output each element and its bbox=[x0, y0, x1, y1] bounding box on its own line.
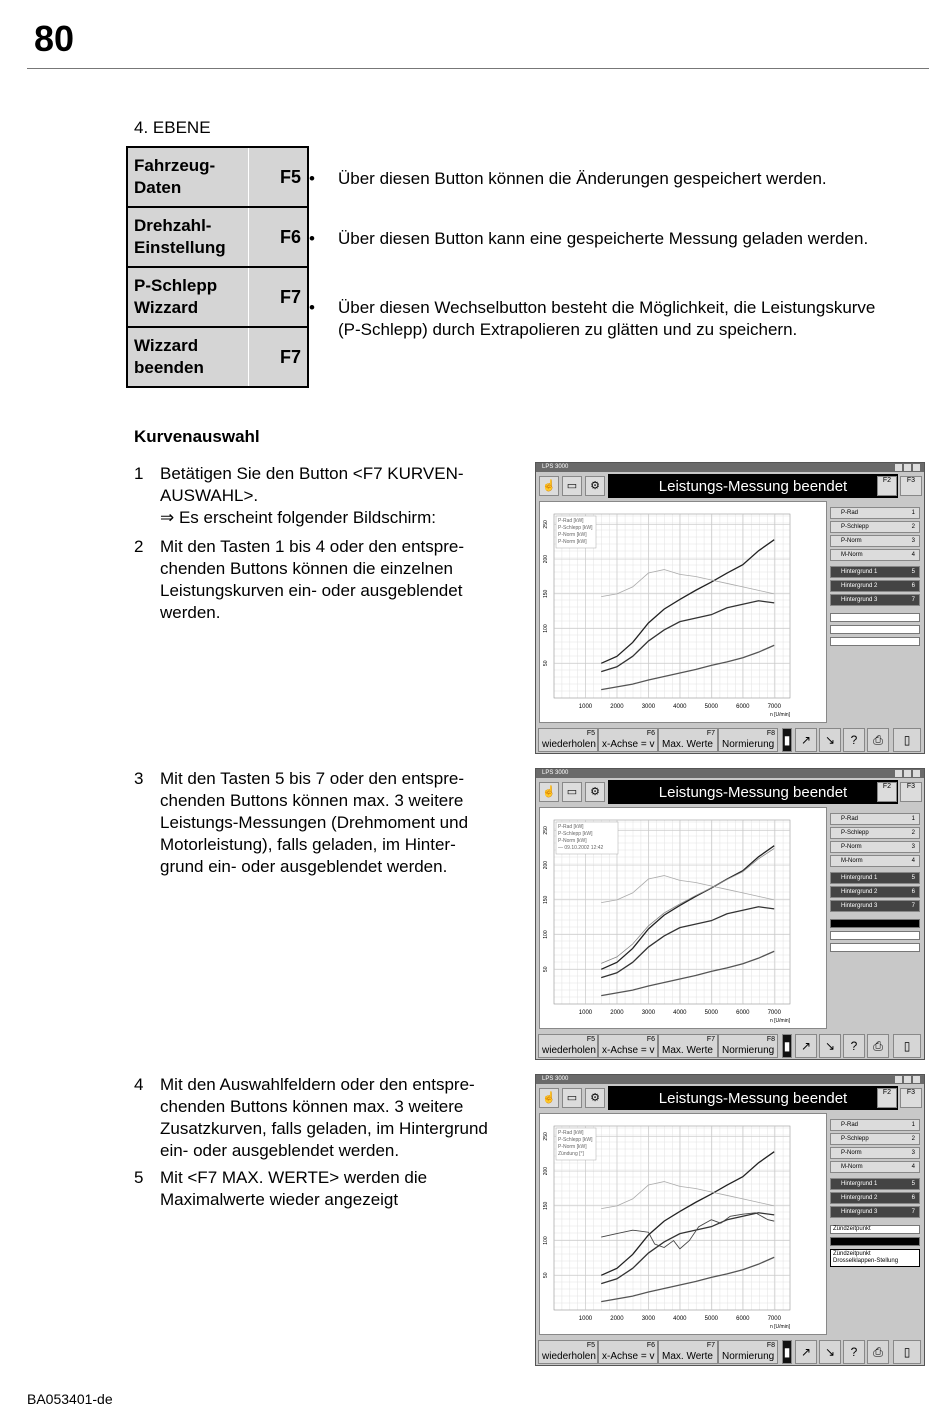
curve-toggle-label: P-Schlepp bbox=[841, 524, 869, 530]
curve-toggle-label: Hintergrund 3 bbox=[841, 903, 878, 909]
curve-toggle-button[interactable] bbox=[830, 886, 920, 898]
x-tick-label: 1000 bbox=[578, 704, 593, 710]
legend-entry: P-Rad [kW] bbox=[558, 1130, 584, 1136]
tool-f2-button[interactable] bbox=[877, 1088, 897, 1108]
curve-toggle-button[interactable] bbox=[830, 566, 920, 578]
curve-toggle-button[interactable] bbox=[830, 841, 920, 853]
extra-curve-select[interactable] bbox=[830, 943, 920, 952]
wrench-icon[interactable]: ⚙ bbox=[585, 476, 605, 496]
curve-toggle-button[interactable] bbox=[830, 507, 920, 519]
print-icon[interactable]: ⎙ bbox=[867, 728, 889, 752]
help-icon[interactable]: ? bbox=[843, 1340, 865, 1364]
bullet-text: Über diesen Button kann eine gespeicherte Messung geladen werden. bbox=[338, 229, 869, 248]
fkey-button[interactable] bbox=[538, 728, 598, 752]
y-tick-label: 250 bbox=[543, 1132, 549, 1141]
level-indicator-icon: ▮ bbox=[782, 1340, 792, 1364]
curve-toggle-key: 2 bbox=[911, 1136, 915, 1142]
x-axis-unit: n [U/min] bbox=[769, 1324, 790, 1330]
fkey-button[interactable] bbox=[718, 1034, 778, 1058]
curve-down-icon[interactable]: ↘ bbox=[819, 1340, 841, 1364]
y-tick-label: 150 bbox=[543, 1201, 549, 1211]
screenshot-2 bbox=[535, 768, 925, 1060]
f2-key: F2 bbox=[882, 477, 892, 484]
legend-entry: P-Norm [kW] bbox=[558, 532, 587, 538]
button-key: F7 bbox=[279, 346, 301, 367]
x-tick-label: 2000 bbox=[610, 704, 624, 710]
x-tick-label: 6000 bbox=[736, 1316, 750, 1322]
maximize-icon[interactable] bbox=[904, 464, 911, 471]
close-icon[interactable] bbox=[913, 1076, 920, 1083]
series-line-4 bbox=[601, 570, 774, 597]
dropdown-option[interactable]: Zündzeitpunkt bbox=[833, 1251, 871, 1257]
extra-curve-select[interactable] bbox=[830, 1237, 920, 1246]
tool-f3-button[interactable] bbox=[900, 476, 922, 496]
x-axis-unit: n [U/min] bbox=[769, 1018, 790, 1024]
chart-svg bbox=[540, 502, 826, 722]
legend-entry: Zündung [°] bbox=[558, 1151, 584, 1157]
button-label: Drehzahl- Einstellung bbox=[134, 216, 226, 257]
x-tick-label: 4000 bbox=[673, 1316, 687, 1322]
fkey-button[interactable] bbox=[598, 1034, 658, 1058]
x-tick-label: 1000 bbox=[578, 1316, 593, 1322]
legend-entry: P-Rad [kW] bbox=[558, 824, 584, 830]
y-tick-label: 50 bbox=[543, 660, 549, 667]
help-icon[interactable]: ? bbox=[843, 1034, 865, 1058]
divider bbox=[248, 208, 249, 266]
dropdown-list bbox=[830, 1249, 920, 1267]
hand-icon[interactable]: ☝ bbox=[539, 782, 559, 802]
step-number: 1 bbox=[134, 464, 144, 483]
fkey-key: F6 bbox=[646, 1342, 655, 1349]
y-tick-label: 100 bbox=[543, 930, 549, 939]
series-line-3 bbox=[601, 907, 774, 978]
curve-toggle-button[interactable] bbox=[830, 1178, 920, 1190]
bullet-text: Über diesen Wechselbutton besteht die Möglichkeit, die Leistungskurve (P-Schlepp) durch Extrapolieren zu glätten und zu speichern. bbox=[338, 298, 876, 339]
fkey-button[interactable] bbox=[718, 1340, 778, 1364]
x-tick-label: 5000 bbox=[704, 704, 719, 710]
power-chart bbox=[539, 1113, 827, 1335]
curve-selection-panel bbox=[830, 813, 920, 955]
y-tick-label: 100 bbox=[543, 624, 549, 633]
fkey-key: F8 bbox=[766, 1342, 775, 1349]
window-titlebar bbox=[536, 769, 924, 778]
fkey-label: Max. Werte bbox=[662, 739, 713, 750]
fkey-label: wiederholen bbox=[542, 1351, 596, 1362]
curve-toggle-label: Hintergrund 1 bbox=[841, 875, 878, 881]
fkey-label: x-Achse = v bbox=[602, 1351, 655, 1362]
step-text: Mit den Auswahlfeldern oder den entspre- chenden Buttons können max. 3 weitere Zusatzkurven, falls geladen, im Hintergrund ein- oder ausgeblendet werden. bbox=[160, 1075, 488, 1160]
curve-toggle-key: 4 bbox=[911, 552, 915, 558]
curve-toggle-button[interactable] bbox=[830, 1147, 920, 1159]
print-icon[interactable]: ⎙ bbox=[867, 1034, 889, 1058]
minimize-icon[interactable] bbox=[895, 1076, 902, 1083]
curve-toggle-button[interactable] bbox=[830, 535, 920, 547]
curve-toggle-button[interactable] bbox=[830, 521, 920, 533]
series-line-3 bbox=[601, 1213, 774, 1284]
step-text: Mit den Tasten 5 bis 7 oder den entspre- chenden Buttons können max. 3 weitere Leistungs-Messungen (Drehmoment und Motorleistung), falls geladen, im Hinter- grund ein- oder ausgeblendet werden. bbox=[160, 769, 469, 876]
fkey-label: x-Achse = v bbox=[602, 1045, 655, 1056]
extra-curve-select[interactable] bbox=[830, 613, 920, 622]
fkey-label: Normierung bbox=[722, 739, 775, 750]
status-header: Leistungs-Messung beendet bbox=[608, 780, 898, 804]
print-icon[interactable]: ⎙ bbox=[867, 1340, 889, 1364]
curve-toggle-key: 6 bbox=[911, 889, 915, 895]
maximize-icon[interactable] bbox=[904, 770, 911, 777]
fkey-label: Max. Werte bbox=[662, 1045, 713, 1056]
wrench-icon[interactable]: ⚙ bbox=[585, 782, 605, 802]
series-line-4 bbox=[601, 876, 774, 903]
function-bar bbox=[538, 728, 922, 752]
step-number: 5 bbox=[134, 1168, 144, 1187]
curve-toggle-key: 2 bbox=[911, 524, 915, 530]
curve-toggle-key: 6 bbox=[911, 1195, 915, 1201]
wrench-icon[interactable]: ⚙ bbox=[585, 1088, 605, 1108]
curve-down-icon[interactable]: ↘ bbox=[819, 1034, 841, 1058]
curve-toggle-button[interactable] bbox=[830, 580, 920, 592]
curve-toggle-key: 3 bbox=[911, 538, 915, 544]
section-title: Kurvenauswahl bbox=[134, 427, 260, 446]
curve-toggle-button[interactable] bbox=[830, 1192, 920, 1204]
curve-toggle-label: P-Norm bbox=[841, 844, 862, 850]
hand-icon[interactable]: ☝ bbox=[539, 476, 559, 496]
car-icon[interactable]: ▭ bbox=[562, 476, 582, 496]
curve-toggle-label: P-Rad bbox=[841, 1122, 859, 1128]
extra-curve-select[interactable] bbox=[830, 625, 920, 634]
curve-toggle-key: 1 bbox=[911, 816, 915, 822]
curve-toggle-key: 6 bbox=[911, 583, 915, 589]
step-number: 4 bbox=[134, 1075, 144, 1094]
window-titlebar bbox=[536, 463, 924, 472]
car-icon[interactable]: ▭ bbox=[562, 782, 582, 802]
step-number: 2 bbox=[134, 537, 144, 556]
x-tick-label: 2000 bbox=[610, 1010, 624, 1016]
divider bbox=[248, 328, 249, 386]
x-tick-label: 7000 bbox=[767, 704, 781, 710]
status-header: Leistungs-Messung beendet bbox=[608, 474, 898, 498]
tool-f2-button[interactable] bbox=[877, 782, 897, 802]
curve-toggle-label: P-Rad bbox=[841, 510, 859, 516]
fahrzeugdaten-button[interactable] bbox=[128, 148, 307, 206]
window-title: LPS 3000 bbox=[542, 464, 569, 470]
fkey-label: wiederholen bbox=[542, 1045, 596, 1056]
legend-entry: P-Schlepp [kW] bbox=[558, 1137, 593, 1143]
y-tick-label: 200 bbox=[543, 860, 549, 870]
window-title: LPS 3000 bbox=[542, 770, 569, 776]
curve-toggle-button[interactable] bbox=[830, 1133, 920, 1145]
curve-toggle-label: Hintergrund 1 bbox=[841, 1181, 878, 1187]
fkey-key: F6 bbox=[646, 1036, 655, 1043]
exit-icon[interactable]: ▯ bbox=[893, 728, 921, 752]
curve-toggle-label: M-Norm bbox=[841, 858, 863, 864]
ignition-series-line bbox=[601, 1213, 774, 1249]
x-tick-label: 4000 bbox=[673, 1010, 687, 1016]
hand-icon[interactable]: ☝ bbox=[539, 1088, 559, 1108]
level-indicator-icon: ▮ bbox=[782, 1034, 792, 1058]
curve-toggle-button[interactable] bbox=[830, 872, 920, 884]
y-tick-label: 50 bbox=[543, 966, 549, 973]
curve-toggle-key: 1 bbox=[911, 510, 915, 516]
y-tick-label: 150 bbox=[543, 895, 549, 905]
y-tick-label: 50 bbox=[543, 1272, 549, 1279]
legend-entry: P-Schlepp [kW] bbox=[558, 831, 593, 837]
f3-key: F3 bbox=[906, 1089, 916, 1096]
fkey-key: F8 bbox=[766, 1036, 775, 1043]
tool-f3-button[interactable] bbox=[900, 782, 922, 802]
x-tick-label: 3000 bbox=[641, 1010, 656, 1016]
curve-toggle-label: Hintergrund 2 bbox=[841, 583, 878, 589]
extra-curve-select[interactable] bbox=[830, 1225, 920, 1234]
close-icon[interactable] bbox=[913, 464, 920, 471]
fkey-key: F5 bbox=[586, 1342, 595, 1349]
legend-entry: P-Rad [kW] bbox=[558, 518, 584, 524]
series-line-2 bbox=[601, 645, 774, 689]
extra-curve-select[interactable] bbox=[830, 919, 920, 928]
bullet-dot: • bbox=[309, 298, 315, 317]
curve-toggle-button[interactable] bbox=[830, 594, 920, 606]
page-number: 80 bbox=[34, 18, 75, 59]
step-number: 3 bbox=[134, 769, 144, 788]
curve-toggle-label: P-Norm bbox=[841, 1150, 862, 1156]
fkey-label: Normierung bbox=[722, 1351, 775, 1362]
curve-toggle-label: P-Norm bbox=[841, 538, 862, 544]
button-key: F7 bbox=[279, 286, 301, 307]
curve-toggle-label: Hintergrund 1 bbox=[841, 569, 878, 575]
f2-key: F2 bbox=[882, 783, 892, 790]
x-tick-label: 5000 bbox=[704, 1010, 719, 1016]
button-label: Wizzard beenden bbox=[134, 336, 204, 377]
divider bbox=[248, 148, 249, 206]
curve-toggle-key: 1 bbox=[911, 1122, 915, 1128]
curve-toggle-button[interactable] bbox=[830, 1119, 920, 1131]
help-icon[interactable]: ? bbox=[843, 728, 865, 752]
curve-up-icon[interactable]: ↗ bbox=[795, 728, 817, 752]
close-icon[interactable] bbox=[913, 770, 920, 777]
fkey-label: Max. Werte bbox=[662, 1351, 713, 1362]
x-tick-label: 3000 bbox=[641, 704, 656, 710]
button-key: F5 bbox=[279, 166, 301, 187]
x-tick-label: 6000 bbox=[736, 1010, 750, 1016]
curve-selection-panel bbox=[830, 507, 920, 649]
fkey-button[interactable] bbox=[538, 1340, 598, 1364]
wizzard-beenden-button[interactable] bbox=[128, 326, 307, 386]
curve-toggle-button[interactable] bbox=[830, 1206, 920, 1218]
legend-entry: P-Schlepp [kW] bbox=[558, 525, 593, 531]
divider bbox=[248, 268, 249, 326]
legend-entry: — 09.10.2002 12:42 bbox=[558, 845, 604, 851]
tool-f2-button[interactable] bbox=[877, 476, 897, 496]
fkey-button[interactable] bbox=[658, 728, 718, 752]
x-tick-label: 6000 bbox=[736, 704, 750, 710]
curve-toggle-key: 7 bbox=[911, 1209, 915, 1215]
level-title: 4. EBENE bbox=[134, 118, 211, 137]
curve-toggle-key: 5 bbox=[911, 1181, 915, 1187]
chart-svg bbox=[540, 1114, 826, 1334]
curve-toggle-key: 4 bbox=[911, 858, 915, 864]
bullet-text: Über diesen Button können die Änderungen gespeichert werden. bbox=[338, 169, 827, 188]
curve-toggle-button[interactable] bbox=[830, 549, 920, 561]
curve-toggle-label: Hintergrund 2 bbox=[841, 889, 878, 895]
curve-toggle-key: 7 bbox=[911, 597, 915, 603]
curve-down-icon[interactable]: ↘ bbox=[819, 728, 841, 752]
select-value: Zündzeitpunkt bbox=[833, 1226, 871, 1232]
fkey-key: F7 bbox=[706, 1036, 715, 1043]
fkey-button[interactable] bbox=[598, 1340, 658, 1364]
f3-key: F3 bbox=[906, 477, 916, 484]
fkey-button[interactable] bbox=[538, 1034, 598, 1058]
series-line-2 bbox=[601, 1257, 774, 1301]
function-bar bbox=[538, 1340, 922, 1364]
fkey-label: Normierung bbox=[722, 1045, 775, 1056]
x-tick-label: 3000 bbox=[641, 1316, 656, 1322]
level-indicator-icon: ▮ bbox=[782, 728, 792, 752]
curve-toggle-button[interactable] bbox=[830, 900, 920, 912]
fkey-key: F7 bbox=[706, 730, 715, 737]
fkey-key: F6 bbox=[646, 730, 655, 737]
fkey-button[interactable] bbox=[598, 728, 658, 752]
curve-toggle-button[interactable] bbox=[830, 1161, 920, 1173]
curve-toggle-label: Hintergrund 3 bbox=[841, 1209, 878, 1215]
status-header: Leistungs-Messung beendet bbox=[608, 1086, 898, 1110]
screenshot-1 bbox=[535, 462, 925, 754]
series-line-4 bbox=[601, 1182, 774, 1209]
f3-key: F3 bbox=[906, 783, 916, 790]
bullet-dot: • bbox=[309, 169, 315, 188]
button-label: P-Schlepp Wizzard bbox=[134, 276, 218, 317]
exit-icon[interactable]: ▯ bbox=[893, 1034, 921, 1058]
legend-entry: P-Norm [kW] bbox=[558, 838, 587, 844]
curve-toggle-key: 5 bbox=[911, 875, 915, 881]
function-bar bbox=[538, 1034, 922, 1058]
fkey-label: wiederholen bbox=[542, 739, 596, 750]
x-tick-label: 7000 bbox=[767, 1010, 781, 1016]
curve-toggle-key: 2 bbox=[911, 830, 915, 836]
curve-selection-panel bbox=[830, 1119, 920, 1267]
tool-f3-button[interactable] bbox=[900, 1088, 922, 1108]
button-key: F6 bbox=[279, 226, 301, 247]
curve-toggle-key: 3 bbox=[911, 844, 915, 850]
x-axis-unit: n [U/min] bbox=[769, 712, 790, 718]
step-text: Betätigen Sie den Button <F7 KURVEN- AUSWAHL>. ⇒ Es erscheint folgender Bildschirm: bbox=[160, 464, 464, 527]
header-rule bbox=[27, 68, 929, 69]
curve-up-icon[interactable]: ↗ bbox=[795, 1340, 817, 1364]
curve-toggle-label: P-Schlepp bbox=[841, 830, 869, 836]
x-tick-label: 5000 bbox=[704, 1316, 719, 1322]
fkey-button[interactable] bbox=[658, 1034, 718, 1058]
f2-key: F2 bbox=[882, 1089, 892, 1096]
legend-entry: P-Norm [kW] bbox=[558, 1144, 587, 1150]
curve-toggle-key: 5 bbox=[911, 569, 915, 575]
extra-curve-select[interactable] bbox=[830, 637, 920, 646]
car-icon[interactable]: ▭ bbox=[562, 1088, 582, 1108]
fkey-button[interactable] bbox=[658, 1340, 718, 1364]
window-title: LPS 3000 bbox=[542, 1076, 569, 1082]
curve-toggle-key: 7 bbox=[911, 903, 915, 909]
extra-curve-select[interactable] bbox=[830, 931, 920, 940]
chart-svg bbox=[540, 808, 826, 1028]
drehzahl-einstellung-button[interactable] bbox=[128, 206, 307, 266]
minimize-icon[interactable] bbox=[895, 464, 902, 471]
y-tick-label: 150 bbox=[543, 589, 549, 599]
y-tick-label: 200 bbox=[543, 1166, 549, 1176]
y-tick-label: 250 bbox=[543, 520, 549, 529]
curve-toggle-label: M-Norm bbox=[841, 1164, 863, 1170]
exit-icon[interactable]: ▯ bbox=[893, 1340, 921, 1364]
fkey-button[interactable] bbox=[718, 728, 778, 752]
x-tick-label: 1000 bbox=[578, 1010, 593, 1016]
window-titlebar bbox=[536, 1075, 924, 1084]
curve-toggle-label: P-Schlepp bbox=[841, 1136, 869, 1142]
series-line-3 bbox=[601, 601, 774, 672]
fkey-key: F5 bbox=[586, 1036, 595, 1043]
curve-toggle-button[interactable] bbox=[830, 855, 920, 867]
bullet-dot: • bbox=[309, 229, 315, 248]
button-label: Fahrzeug- Daten bbox=[134, 156, 216, 197]
curve-toggle-label: Hintergrund 3 bbox=[841, 597, 878, 603]
fkey-key: F7 bbox=[706, 1342, 715, 1349]
curve-toggle-key: 3 bbox=[911, 1150, 915, 1156]
power-chart bbox=[539, 807, 827, 1029]
curve-toggle-label: M-Norm bbox=[841, 552, 863, 558]
function-key-table bbox=[126, 146, 309, 388]
dropdown-option[interactable]: Drosselklappen-Stellung bbox=[833, 1258, 899, 1264]
curve-toggle-label: Hintergrund 2 bbox=[841, 1195, 878, 1201]
legend-entry: P-Norm [kW] bbox=[558, 539, 587, 545]
document-code: BA053401-de bbox=[27, 1391, 113, 1407]
screenshot-3 bbox=[535, 1074, 925, 1366]
minimize-icon[interactable] bbox=[895, 770, 902, 777]
power-chart bbox=[539, 501, 827, 723]
x-tick-label: 2000 bbox=[610, 1316, 624, 1322]
fkey-key: F5 bbox=[586, 730, 595, 737]
fkey-key: F8 bbox=[766, 730, 775, 737]
x-tick-label: 7000 bbox=[767, 1316, 781, 1322]
y-tick-label: 100 bbox=[543, 1236, 549, 1245]
maximize-icon[interactable] bbox=[904, 1076, 911, 1083]
curve-toggle-button[interactable] bbox=[830, 813, 920, 825]
fkey-label: x-Achse = v bbox=[602, 739, 655, 750]
curve-toggle-key: 4 bbox=[911, 1164, 915, 1170]
step-text: Mit den Tasten 1 bis 4 oder den entspre- chenden Buttons können die einzelnen Leistungskurven ein- oder ausgeblendet werden. bbox=[160, 537, 464, 622]
p-schlepp-wizzard-button[interactable] bbox=[128, 266, 307, 326]
step-text: Mit <F7 MAX. WERTE> werden die Maximalwerte wieder angezeigt bbox=[160, 1168, 428, 1209]
curve-toggle-button[interactable] bbox=[830, 827, 920, 839]
curve-up-icon[interactable]: ↗ bbox=[795, 1034, 817, 1058]
curve-toggle-label: P-Rad bbox=[841, 816, 859, 822]
x-tick-label: 4000 bbox=[673, 704, 687, 710]
series-line-2 bbox=[601, 951, 774, 995]
y-tick-label: 250 bbox=[543, 826, 549, 835]
y-tick-label: 200 bbox=[543, 554, 549, 564]
